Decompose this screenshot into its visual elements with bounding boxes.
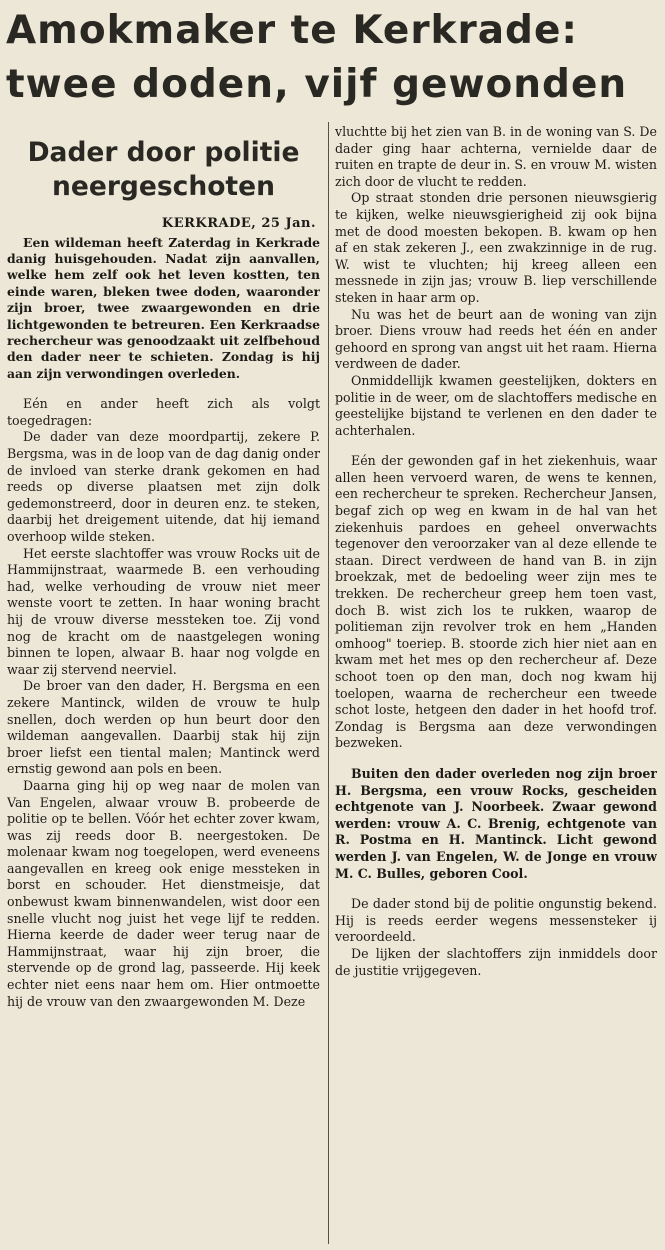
body-paragraph: Eén en ander heeft zich als volgt toegedragen: — [7, 396, 320, 428]
headline — [6, 4, 660, 112]
headline-line-1: Amokmaker te Kerkrade: — [6, 8, 578, 53]
subheadline-line-1: Dader door politie — [27, 137, 300, 168]
body-paragraph: Het eerste slachtoffer was vrouw Rocks uit de Hammijnstraat, waarmede B. een verhouding had, welke verhouding de vrouw niet meer wenste voort te zetten. In haar woning bracht hij de vrouw diverse messteken toe. Zij vond nog de kracht om de naastgelegen woning binnen te lopen, alwaar B. haar nog volgde en waar zij stervend neerviel. — [7, 545, 320, 677]
subheadline — [7, 136, 320, 204]
body-paragraph: De lijken der slachtoffers zijn inmiddels door de justitie vrijgegeven. — [335, 945, 657, 978]
dateline: KERKRADE, 25 Jan. — [161, 216, 316, 231]
column-divider — [328, 122, 329, 1244]
lead-paragraph: Een wildeman heeft Zaterdag in Kerkrade danig huisgehouden. Nadat zijn aanvallen, welke hem zelf ook het leven kostten, ten einde waren, bleken twee doden, waaronder zijn broer, twee zwaargewonden en drie lichtgewonden te betreuren. Een Kerkraadse rechercheur was genoodzaakt uit zelfbehoud den dader neer te schieten. Zondag is hij aan zijn verwondingen overleden. — [7, 234, 320, 381]
body-paragraph: Daarna ging hij op weg naar de molen van Van Engelen, alwaar vrouw B. probeerde de politie op te bellen. Vóór het echter zover kwam, was zij reeds door B. neergestoken. De molenaar kwam nog toegelopen, werd eveneens aangevallen en kreeg ook enige messteken in borst en schouder. Het dienstmeisje, dat onbewust kwam binnenwandelen, wist door een snelle vlucht nog juist het vege lijf te redden. Hierna keerde de dader weer terug naar de Hammijnstraat, waar hij zijn broer, die stervende op de grond lag, passeerde. Hij keek echter niet eens naar hem om. Hier ontmoette hij de vrouw van den zwaargewonden M. Deze — [7, 777, 320, 1009]
body-paragraph: vluchtte bij het zien van B. in de woning van S. De dader ging haar achterna, vernielde daar de ruiten en trapte de deur in. S. en vrouw M. wisten zich door de vlucht te redden. — [335, 124, 657, 189]
victims-paragraph: Buiten den dader overleden nog zijn broer H. Bergsma, een vrouw Rocks, gescheiden echtgenote van J. Noorbeek. Zwaar gewond werden: vrouw A. C. Brenig, echtgenote van R. Postma en H. Mantinck. Licht gewond werden J. van Engelen, W. de Jonge en vrouw M. C. Bulles, geboren Cool. — [335, 765, 657, 881]
body-paragraph: Eén der gewonden gaf in het ziekenhuis, waar allen heen vervoerd waren, de wens te kennen, een rechercheur te spreken. Rechercheur Jansen, begaf zich op weg en kwam in de hal van het ziekenhuis pardoes en geheel onverwachts tegenover den veroorzaker van al deze ellende te staan. Direct verdween de hand van B. in zijn broekzak, met de bedoeling weer zijn mes te trekken. De rechercheur greep hem toen vast, doch B. wist zich los te rukken, waarop de politieman zijn revolver trok en hem „Handen omhoog" toeriep. B. stoorde zich hier niet aan en kwam met het mes op den rechercheur af. Deze schoot toen op den man, doch nog kwam hij toelopen, waarna de rechercheur een tweede schot loste, hetgeen den dader in het hoofd trof. Zondag is Bergsma aan deze verwondingen bezweken. — [335, 453, 657, 751]
headline-line-2: twee doden, vijf gewonden — [6, 62, 628, 107]
body-paragraph: De dader stond bij de politie ongunstig bekend. Hij is reeds eerder wegens messensteker ij veroordeeld. — [335, 896, 657, 945]
body-paragraph: De dader van deze moordpartij, zekere P. Bergsma, was in de loop van de dag danig onder de invloed van sterke drank gekomen en had reeds op diverse plaatsen met zijn dolk gedemonstreerd, door in deuren enz. te steken, daarbij het dreigement uitende, dat hij iemand overhoop wilde steken. — [7, 429, 320, 544]
body-paragraph: Nu was het de beurt aan de woning van zijn broer. Diens vrouw had reeds het één en ander gehoord en sprong van angst uit het raam. Hierna verdween de dader. — [335, 306, 657, 372]
body-paragraph: Op straat stonden drie personen nieuwsgierig te kijken, welke nieuwsgierigheid zij ook bijna met de dood moesten bekopen. B. kwam op hen af en stak zekeren J., een zwakzinnige in de rug. W. wist te vluchten; hij kreeg alleen een messnede in zijn jas; vrouw B. liep verschillende steken in haar arm op. — [335, 190, 657, 305]
body-paragraph: Onmiddellijk kwamen geestelijken, dokters en politie in de weer, om de slachtoffers medische en geestelijke bijstand te verlenen en den dader te achterhalen. — [335, 372, 657, 438]
subheadline-line-2: neergeschoten — [52, 171, 275, 202]
left-column — [7, 122, 320, 1242]
right-column — [335, 124, 657, 1244]
body-paragraph: De broer van den dader, H. Bergsma en een zekere Mantinck, wilden de vrouw te hulp snellen, doch werden op hun beurt door den wildeman aangevallen. Daarbij stak hij zijn broer liefst een tiental malen; Mantinck werd ernstig gewond aan pols en been. — [7, 678, 320, 777]
